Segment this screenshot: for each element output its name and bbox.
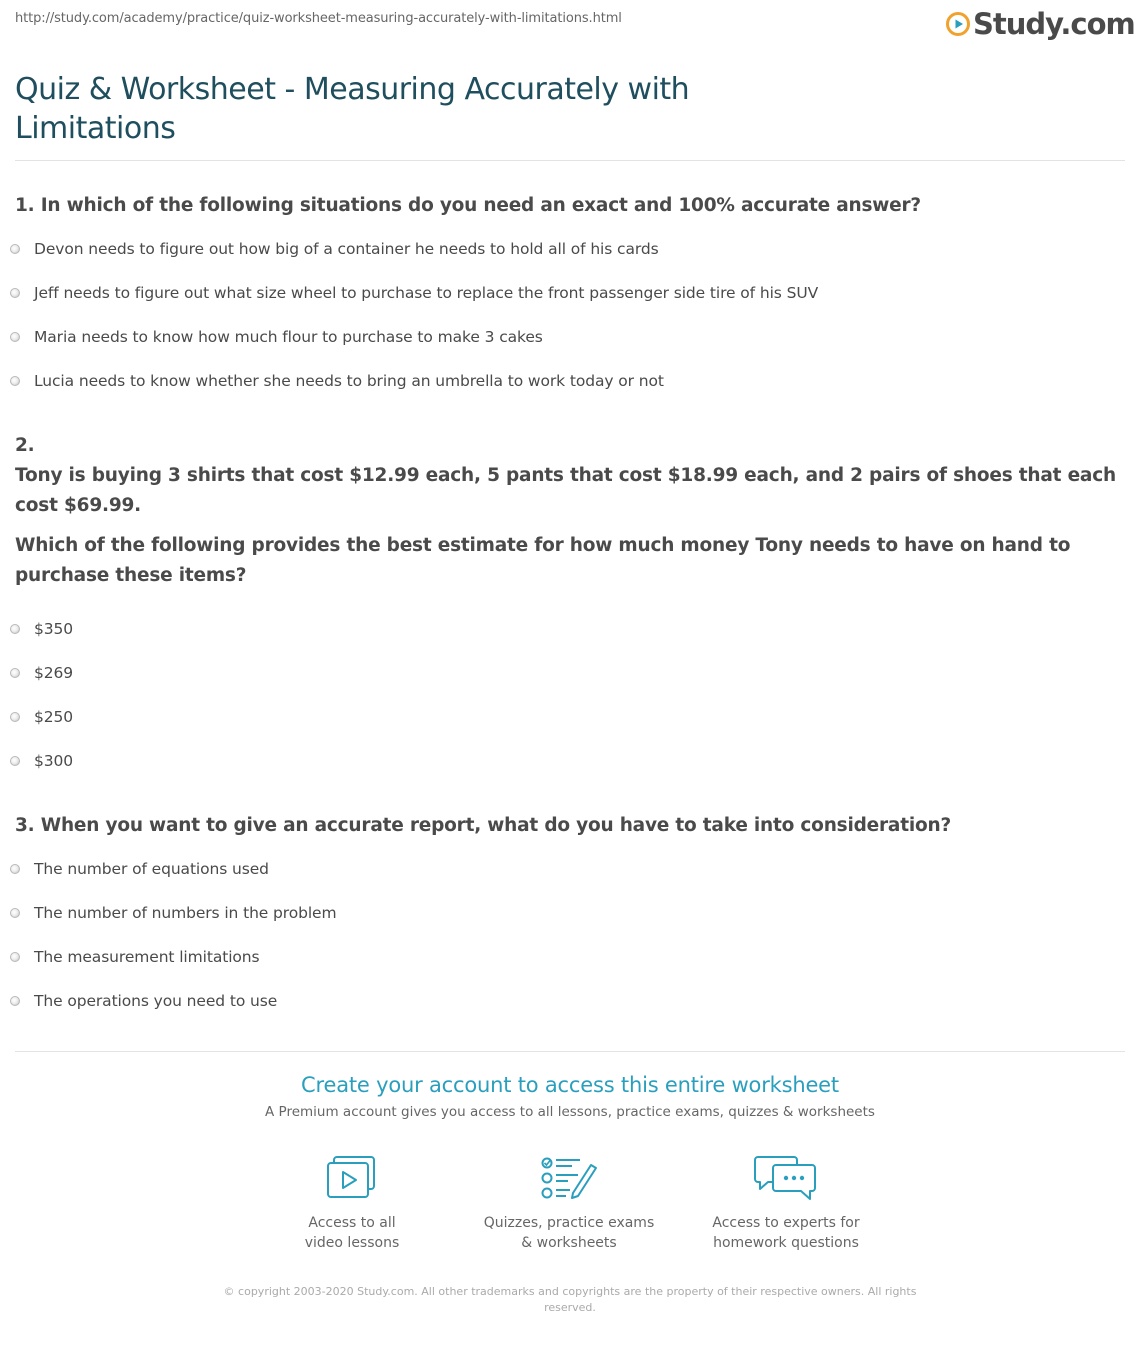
radio-button[interactable] <box>10 756 20 766</box>
title-divider <box>15 160 1125 161</box>
answer-option[interactable] <box>10 369 664 393</box>
question-prompt: Which of the following provides the best estimate for how much money Tony needs to have on hand to purchase these items? <box>15 535 1071 586</box>
radio-button[interactable] <box>10 668 20 678</box>
answer-option[interactable] <box>10 989 277 1013</box>
feature-quizzes <box>469 1155 669 1253</box>
answer-option[interactable] <box>10 705 73 729</box>
study-logo[interactable] <box>946 6 1135 42</box>
question-text: 1. In which of the following situations do you need an exact and 100% accurate answer? <box>15 195 921 216</box>
answer-label: The measurement limitations <box>34 948 260 966</box>
play-circle-icon <box>946 12 970 36</box>
question-number: 2. <box>15 435 35 456</box>
feature-label: Access to all video lessons <box>304 1215 400 1251</box>
answer-label: Lucia needs to know whether she needs to bring an umbrella to work today or not <box>34 372 664 390</box>
answer-label: $250 <box>34 708 74 726</box>
answer-label: Jeff needs to figure out what size wheel to purchase to replace the front passenger side tire of his SUV <box>34 284 819 302</box>
premium-description: A Premium account gives you access to all lessons, practice exams, quizzes & worksheets <box>265 1104 875 1120</box>
section-divider <box>15 1051 1125 1052</box>
question-3 <box>15 811 1125 841</box>
feature-label: Access to experts for homework questions <box>712 1215 860 1251</box>
radio-button[interactable] <box>10 376 20 386</box>
answer-label: $269 <box>34 664 74 682</box>
answer-option[interactable] <box>10 237 659 261</box>
question-text: 3. When you want to give an accurate report, what do you have to take into consideration? <box>15 815 952 836</box>
answer-option[interactable] <box>10 857 269 881</box>
answer-option[interactable] <box>10 325 543 349</box>
quiz-checklist-icon <box>540 1155 598 1201</box>
radio-button[interactable] <box>10 952 20 962</box>
answer-label: The number of equations used <box>34 860 269 878</box>
radio-button[interactable] <box>10 332 20 342</box>
answer-option[interactable] <box>10 661 73 685</box>
radio-button[interactable] <box>10 712 20 722</box>
question-1 <box>15 191 1125 221</box>
question-text: Tony is buying 3 shirts that cost $12.99 each, 5 pants that cost $18.99 each, and 2 pairs of shoes that each cost $69.99. <box>15 465 1116 516</box>
answer-label: Maria needs to know how much flour to purchase to make 3 cakes <box>34 328 543 346</box>
answer-label: $350 <box>34 620 74 638</box>
logo-text: Study.com <box>973 7 1135 41</box>
feature-label: Quizzes, practice exams & worksheets <box>483 1215 655 1251</box>
answer-label: The operations you need to use <box>34 992 278 1010</box>
radio-button[interactable] <box>10 996 20 1006</box>
question-2 <box>15 431 1125 591</box>
answer-option[interactable] <box>10 749 73 773</box>
radio-button[interactable] <box>10 288 20 298</box>
video-lessons-icon <box>325 1155 379 1201</box>
page-url: http://study.com/academy/practice/quiz-worksheet-measuring-accurately-with-limitations.html <box>15 11 622 26</box>
chat-bubbles-icon <box>754 1155 818 1201</box>
answer-label: Devon needs to figure out how big of a container he needs to hold all of his cards <box>34 240 659 258</box>
feature-experts <box>686 1155 886 1253</box>
create-account-link[interactable]: Create your account to access this entire worksheet <box>301 1073 839 1097</box>
answer-label: $300 <box>34 752 74 770</box>
answer-option[interactable] <box>10 617 73 641</box>
radio-button[interactable] <box>10 624 20 634</box>
answer-option[interactable] <box>10 945 259 969</box>
radio-button[interactable] <box>10 244 20 254</box>
radio-button[interactable] <box>10 908 20 918</box>
radio-button[interactable] <box>10 864 20 874</box>
page-title: Quiz & Worksheet - Measuring Accurately with Limitations <box>15 72 690 146</box>
answer-label: The number of numbers in the problem <box>34 904 337 922</box>
answer-option[interactable] <box>10 901 337 925</box>
feature-video-lessons <box>252 1155 452 1253</box>
copyright-notice: © copyright 2003-2020 Study.com. All other trademarks and copyrights are the property of their respective owners. All rights reserved. <box>223 1285 917 1314</box>
answer-option[interactable] <box>10 281 818 305</box>
